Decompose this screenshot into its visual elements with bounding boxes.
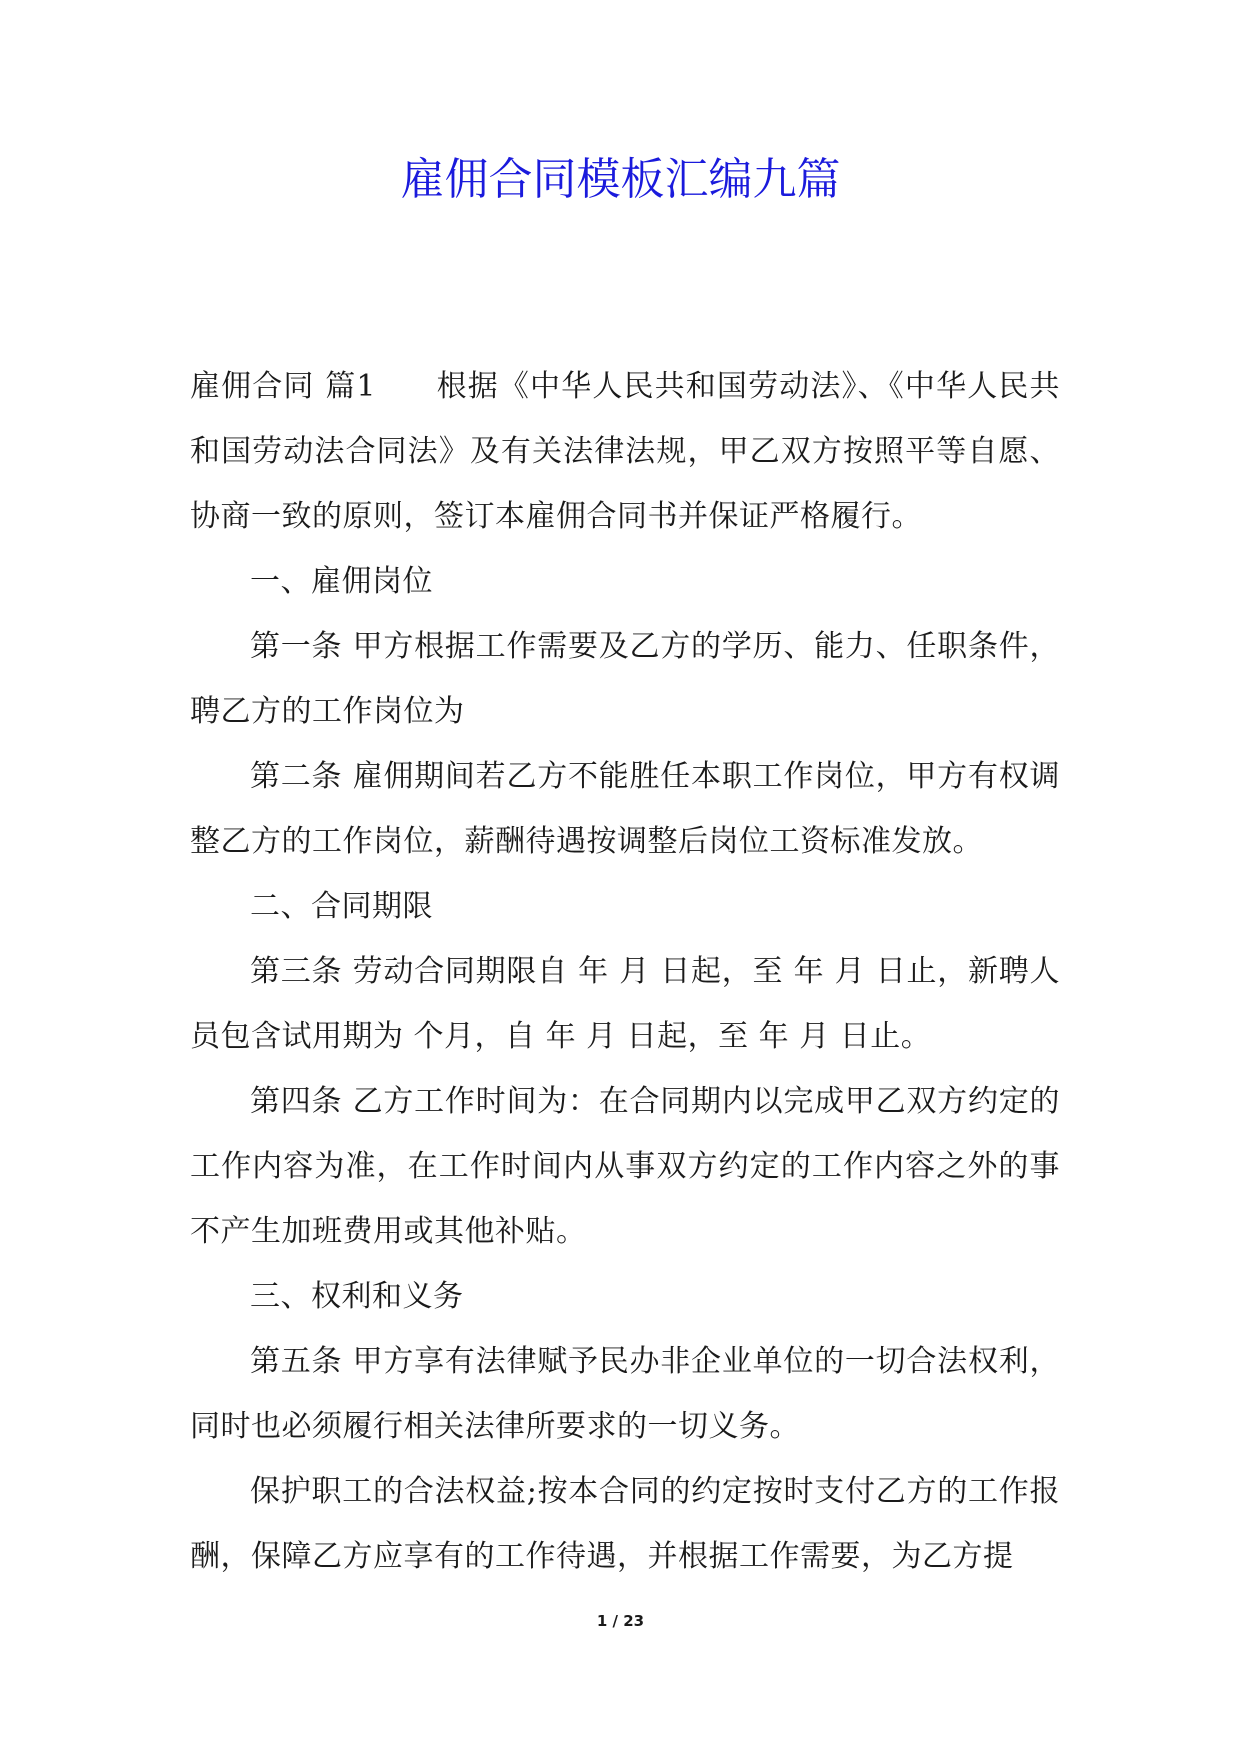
paragraph: 第五条 甲方享有法律赋予民办非企业单位的一切合法权利，同时也必须履行相关法律所要求的一切义务。: [190, 1344, 1060, 1444]
page-number: 1 / 23: [596, 1612, 645, 1630]
paragraph: 一、雇佣岗位: [250, 564, 433, 599]
section-heading: 雇佣合同 篇1: [190, 369, 376, 404]
paragraph-intro: [190, 354, 1060, 549]
paragraph: 二、合同期限: [250, 889, 433, 924]
paragraph: 第一条 甲方根据工作需要及乙方的学历、能力、任职条件，聘乙方的工作岗位为: [190, 629, 1060, 729]
paragraph: 第三条 劳动合同期限自 年 月 日起，至 年 月 日止，新聘人员包含试用期为 个月，自 年 月 日起，至 年 月 日止。: [190, 954, 1060, 1054]
paragraph: 第二条 雇佣期间若乙方不能胜任本职工作岗位，甲方有权调整乙方的工作岗位，薪酬待遇按调整后岗位工资标准发放。: [190, 759, 1060, 859]
paragraph: 第四条 乙方工作时间为：在合同期内以完成甲乙双方约定的工作内容为准，在工作时间内从事双方约定的工作内容之外的事不产生加班费用或其他补贴。: [190, 1084, 1060, 1249]
paragraph: 保护职工的合法权益;按本合同的约定按时支付乙方的工作报酬，保障乙方应享有的工作待遇，并根据工作需要，为乙方提: [190, 1474, 1060, 1574]
paragraph: 三、权利和义务: [250, 1279, 464, 1314]
document-body: [190, 354, 1060, 1589]
document-title: 雇佣合同模板汇编九篇: [400, 154, 841, 205]
paragraph-text: 根据《中华人民共和国劳动法》、《中华人民共和国劳动法合同法》及有关法律法规，甲乙双方按照平等自愿、协商一致的原则，签订本雇佣合同书并保证严格履行。: [190, 369, 1060, 534]
